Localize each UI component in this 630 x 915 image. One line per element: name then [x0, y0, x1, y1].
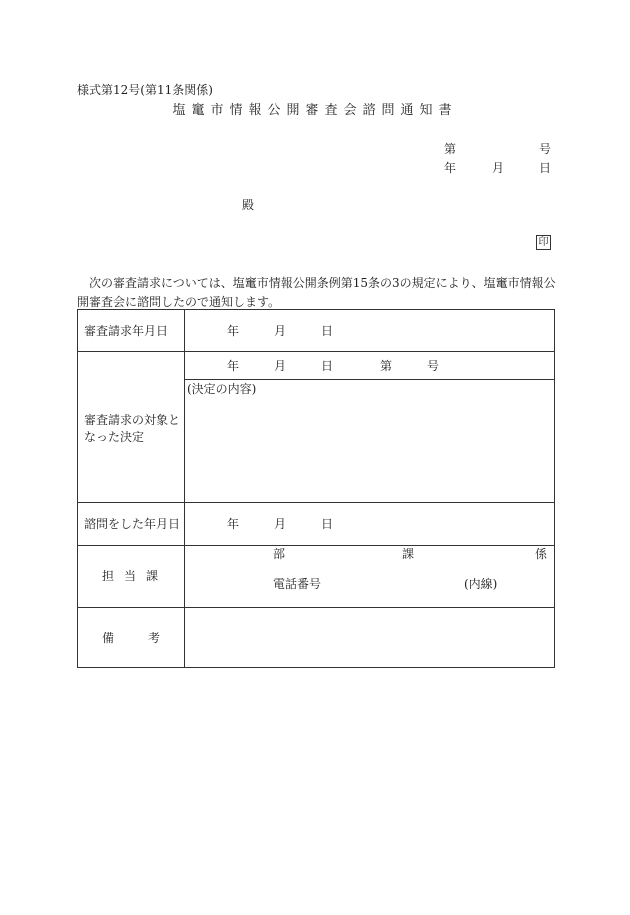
doc-date-month: 月 [492, 161, 505, 175]
table-column-divider [184, 310, 185, 667]
request-date-year: 年 [227, 324, 240, 338]
table-inner-divider [184, 379, 554, 380]
request-date-month: 月 [274, 324, 287, 338]
label-decision: 審査請求の対象となった決定 [84, 413, 181, 444]
label-consultation-date: 諮問をした年月日 [84, 517, 181, 531]
form-number: 様式第12号(第11条関係) [77, 83, 213, 97]
consultation-date-month: 月 [274, 517, 287, 531]
doc-number-suffix: 号 [539, 142, 552, 156]
document-title: 塩竃市情報公開審査会諮問通知書 [172, 103, 458, 118]
doc-date-year: 年 [444, 161, 457, 175]
decision-date-month: 月 [274, 359, 287, 373]
decision-number-suffix: 号 [427, 359, 440, 373]
label-request-date: 審査請求年月日 [84, 324, 169, 338]
label-remarks: 備考 [102, 631, 195, 645]
department-bu: 部 [273, 547, 286, 561]
decision-date-day: 日 [321, 359, 334, 373]
table-row-divider [78, 545, 554, 546]
consultation-date-year: 年 [227, 517, 240, 531]
phone-extension: (内線) [464, 577, 498, 591]
department-kakari: 係 [535, 547, 548, 561]
phone-number-label: 電話番号 [273, 577, 322, 591]
body-text [77, 274, 557, 312]
consultation-date-day: 日 [321, 517, 334, 531]
department-ka: 課 [402, 547, 415, 561]
decision-date-year: 年 [227, 359, 240, 373]
table-row-divider [78, 502, 554, 503]
request-date-day: 日 [321, 324, 334, 338]
label-department: 担当課 [102, 569, 169, 583]
form-table [77, 309, 555, 668]
body-text-content: 次の審査請求については、塩竃市情報公開条例第15条の3の規定により、塩竃市情報公開審査会に諮問したので通知します。 [77, 276, 556, 309]
seal-mark: 印 [536, 235, 551, 250]
table-row-divider [78, 351, 554, 352]
doc-date-day: 日 [539, 161, 552, 175]
table-row-divider [78, 607, 554, 608]
decision-content-label: (決定の内容) [187, 382, 257, 396]
addressee-suffix: 殿 [242, 198, 255, 212]
decision-number-prefix: 第 [380, 359, 393, 373]
doc-number-prefix: 第 [444, 142, 457, 156]
